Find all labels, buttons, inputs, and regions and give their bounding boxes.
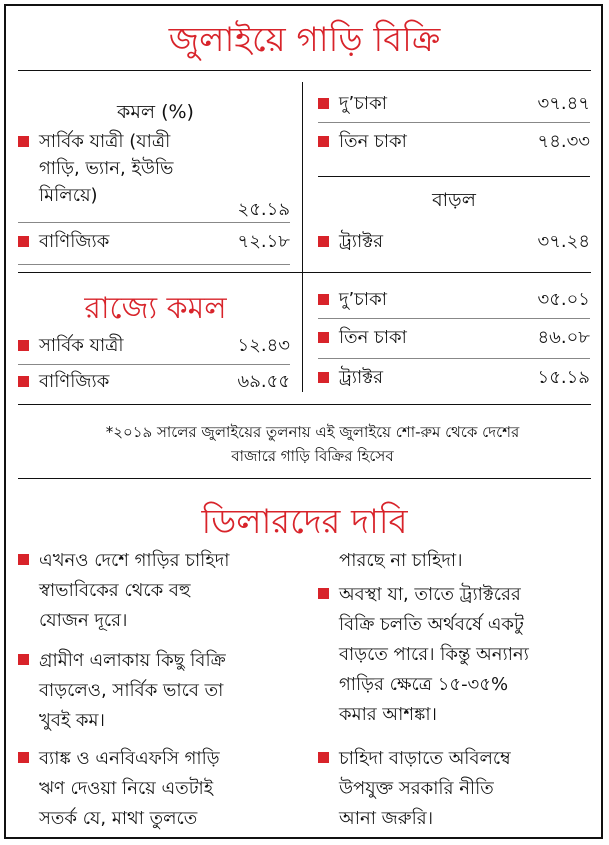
- list-item: [18, 332, 290, 359]
- list-item: [318, 228, 590, 255]
- row-label: দু’চাকা: [339, 93, 387, 114]
- bullet-text: অবস্থা যা, তাতে ট্র্যাক্টরের বিক্রি চলতি অর্থবর্ষে একটু বাড়তে পারে। কিন্তু অন্যান্য গাড়ির ক্ষেত্রে ১৫-৩৫% কমার আশঙ্কা।: [339, 584, 529, 725]
- row-value: ২৫.১৯: [237, 199, 290, 220]
- row-value-wrap: [210, 196, 290, 223]
- footnote: *২০১৯ সালের জুলাইয়ের তুলনায় এই জুলাইয়ে শো-রুম থেকে দেশের বাজারে গাড়ি বিক্রির হিসেব: [105, 423, 520, 465]
- bullet-text: এখনও দেশে গাড়ির চাহিদা স্বাভাবিকের থেকে বহু যোজন দূরে।: [39, 550, 230, 631]
- bullet-square-icon: [318, 752, 329, 763]
- row-separator: [18, 364, 290, 365]
- row-value: ৬৯.৫৫: [237, 371, 290, 392]
- row-label: বাণিজ্যিক: [39, 371, 110, 392]
- row-separator: [318, 358, 590, 359]
- bullet-square-icon: [18, 554, 29, 565]
- continuation-text-wrap: [339, 546, 599, 576]
- bullet-text: ব্যাঙ্ক ও এনবিএফসি গাড়ি ঋণ দেওয়া নিয়ে এতটাই সতর্ক যে, মাথা তুলতে: [39, 748, 220, 829]
- divider: [18, 272, 591, 273]
- list-item: [318, 90, 590, 117]
- bullet-square-icon: [18, 376, 29, 387]
- row-separator: [18, 264, 290, 265]
- divider: [18, 478, 591, 479]
- row-label: ট্র্যাক্টর: [339, 231, 383, 252]
- row-label: তিন চাকা: [339, 131, 407, 152]
- divider: [18, 404, 591, 405]
- bullet-square-icon: [318, 294, 329, 305]
- row-value: ৩৭.৪৭: [537, 93, 590, 114]
- bullet-square-icon: [18, 236, 29, 247]
- row-label: তিন চাকা: [339, 327, 407, 348]
- row-label: বাণিজ্যিক: [39, 231, 110, 252]
- bullet-square-icon: [18, 752, 29, 763]
- list-item: [318, 364, 590, 391]
- list-item: [18, 744, 290, 834]
- row-separator: [318, 318, 590, 319]
- state-heading: রাজ্যে কমল: [84, 291, 227, 326]
- dealers-heading: ডিলারদের দাবি: [201, 502, 408, 542]
- bullet-square-icon: [18, 136, 29, 147]
- increase-heading: বাড়ল: [432, 189, 476, 211]
- row-label: দু’চাকা: [339, 289, 387, 310]
- list-item: [18, 228, 290, 255]
- list-item: [18, 546, 290, 636]
- bullet-square-icon: [318, 588, 329, 599]
- bullet-text: চাহিদা বাড়াতে অবিলম্বে উপযুক্ত সরকারি নীতি আনা জরুরি।: [339, 748, 511, 829]
- row-label: সার্বিক যাত্রী: [39, 335, 124, 356]
- list-item: [18, 646, 290, 736]
- list-item: [18, 368, 290, 395]
- list-item: [318, 286, 590, 313]
- row-separator: [18, 222, 290, 223]
- decline-heading: কমল (%): [117, 101, 194, 123]
- row-value: ৭৪.৩৩: [537, 131, 590, 152]
- row-value: ১২.৪৩: [237, 335, 290, 356]
- bullet-square-icon: [318, 332, 329, 343]
- row-value: ৪৬.০৮: [537, 327, 590, 348]
- row-value: ৩৫.০১: [537, 289, 590, 310]
- row-value: ৩৭.২৪: [537, 231, 590, 252]
- list-item: [318, 744, 593, 834]
- row-label: সার্বিক যাত্রী (যাত্রী গাড়ি, ভ্যান, ইউভি মিলিয়ে): [39, 131, 174, 206]
- bullet-square-icon: [318, 98, 329, 109]
- column-divider: [302, 82, 303, 392]
- row-separator: [318, 122, 590, 123]
- list-item: [318, 324, 590, 351]
- row-value: ১৫.১৯: [537, 367, 590, 388]
- divider: [318, 176, 590, 177]
- continuation-text: পারছে না চাহিদা।: [339, 550, 463, 571]
- bullet-square-icon: [318, 136, 329, 147]
- bullet-square-icon: [18, 654, 29, 665]
- list-item: [318, 128, 590, 155]
- bullet-square-icon: [318, 236, 329, 247]
- list-item: [318, 580, 593, 730]
- divider: [18, 70, 591, 71]
- page-title: জুলাইয়ে গাড়ি বিক্রি: [168, 20, 441, 60]
- bullet-square-icon: [18, 340, 29, 351]
- row-value: ৭২.১৮: [237, 231, 290, 252]
- bullet-square-icon: [318, 372, 329, 383]
- bullet-text: গ্রামীণ এলাকায় কিছু বিক্রি বাড়লেও, সার্বিক ভাবে তা খুবই কম।: [39, 650, 226, 731]
- row-label: ট্র্যাক্টর: [339, 367, 383, 388]
